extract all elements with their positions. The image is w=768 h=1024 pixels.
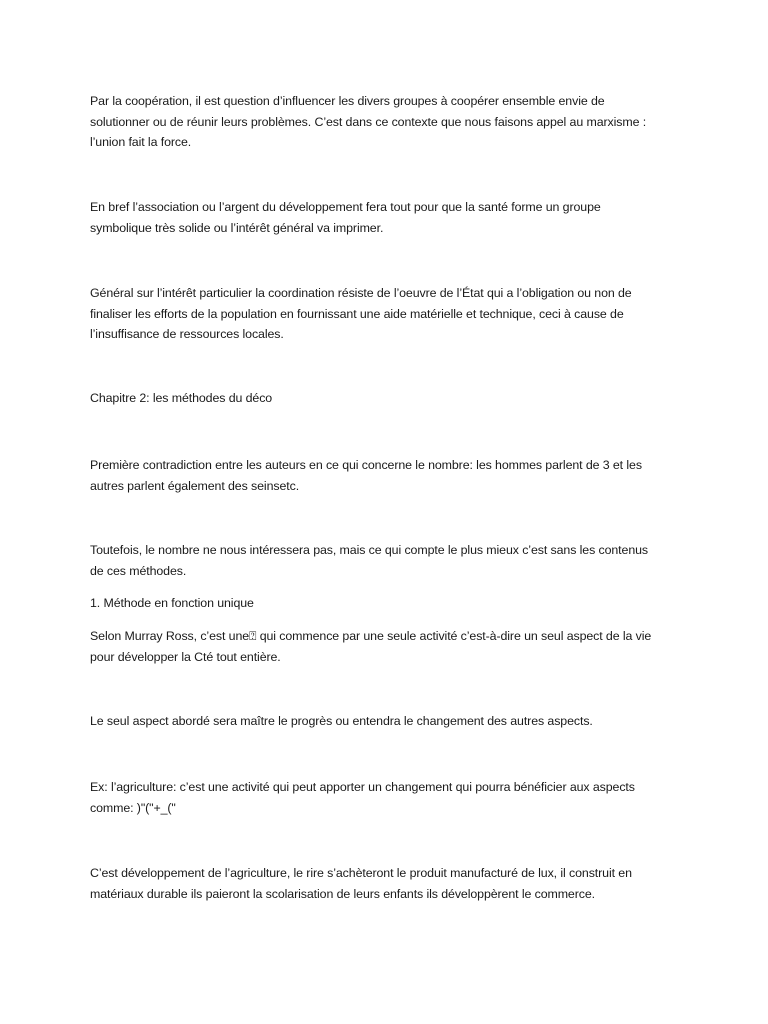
paragraph-interet-general bbox=[90, 283, 680, 345]
paragraph-seul-aspect bbox=[90, 711, 680, 732]
text-line: Ex: l’agriculture: c’est une activité qui peut apporter un changement qui pourra bénéficier aux aspects bbox=[90, 780, 635, 794]
text-line: symbolique très solide ou l’intérêt général va imprimer. bbox=[90, 220, 384, 235]
text-line: Chapitre 2: les méthodes du déco bbox=[90, 391, 273, 405]
paragraph-cooperation bbox=[90, 91, 680, 153]
text-line: autres parlent également des seinsetc. bbox=[90, 478, 300, 493]
text-line: de ces méthodes. bbox=[90, 563, 187, 578]
section-heading-methode-unique bbox=[90, 593, 680, 614]
text-line: Général sur l’intérêt particulier la coordination résiste de l’oeuvre de l’État qui a l’obligation ou non de bbox=[90, 286, 632, 300]
paragraph-association bbox=[90, 197, 680, 238]
text-line: finaliser les efforts de la population en fournissant une aide matérielle et technique, ceci à cause de bbox=[90, 306, 624, 321]
text-line: Par la coopération, il est question d’influencer les divers groupes à coopérer ensemble envie de bbox=[90, 94, 605, 108]
text-line: Selon Murray Ross, c’est une⍰ qui commence par une seule activité c’est-à-dire un seul aspect de la vie bbox=[90, 629, 652, 643]
text-line: comme: )"("+_(" bbox=[90, 800, 176, 815]
text-line: Le seul aspect abordé sera maître le progrès ou entendra le changement des autres aspects. bbox=[90, 714, 593, 728]
paragraph-toutefois bbox=[90, 540, 680, 581]
chapter-heading bbox=[90, 388, 680, 409]
text-line: solutionner ou de réunir leurs problèmes. C’est dans ce contexte que nous faisons appel au marxisme : bbox=[90, 114, 647, 129]
text-line: l’insuffisance de ressources locales. bbox=[90, 327, 284, 341]
paragraph-developpement bbox=[90, 863, 680, 904]
text-line: En bref l’association ou l’argent du développement fera tout pour que la santé forme un groupe bbox=[90, 200, 601, 214]
text-line: matériaux durable ils paieront la scolarisation de leurs enfants ils développèrent le commerce. bbox=[90, 886, 595, 901]
paragraph-example-agriculture bbox=[90, 777, 680, 818]
text-line: C’est développement de l’agriculture, le rire s’achèteront le produit manufacturé de lux, il construit en bbox=[90, 866, 632, 880]
text-line: pour développer la Cté tout entière. bbox=[90, 649, 281, 664]
text-line: l’union fait la force. bbox=[90, 135, 192, 149]
paragraph-murray-ross bbox=[90, 626, 680, 667]
text-line: Première contradiction entre les auteurs en ce qui concerne le nombre: les hommes parlent de 3 et les bbox=[90, 458, 642, 472]
text-line: Toutefois, le nombre ne nous intéressera pas, mais ce qui compte le plus mieux c’est sans les contenus bbox=[90, 543, 648, 557]
paragraph-contradiction bbox=[90, 455, 680, 496]
text-line: 1. Méthode en fonction unique bbox=[90, 596, 254, 610]
